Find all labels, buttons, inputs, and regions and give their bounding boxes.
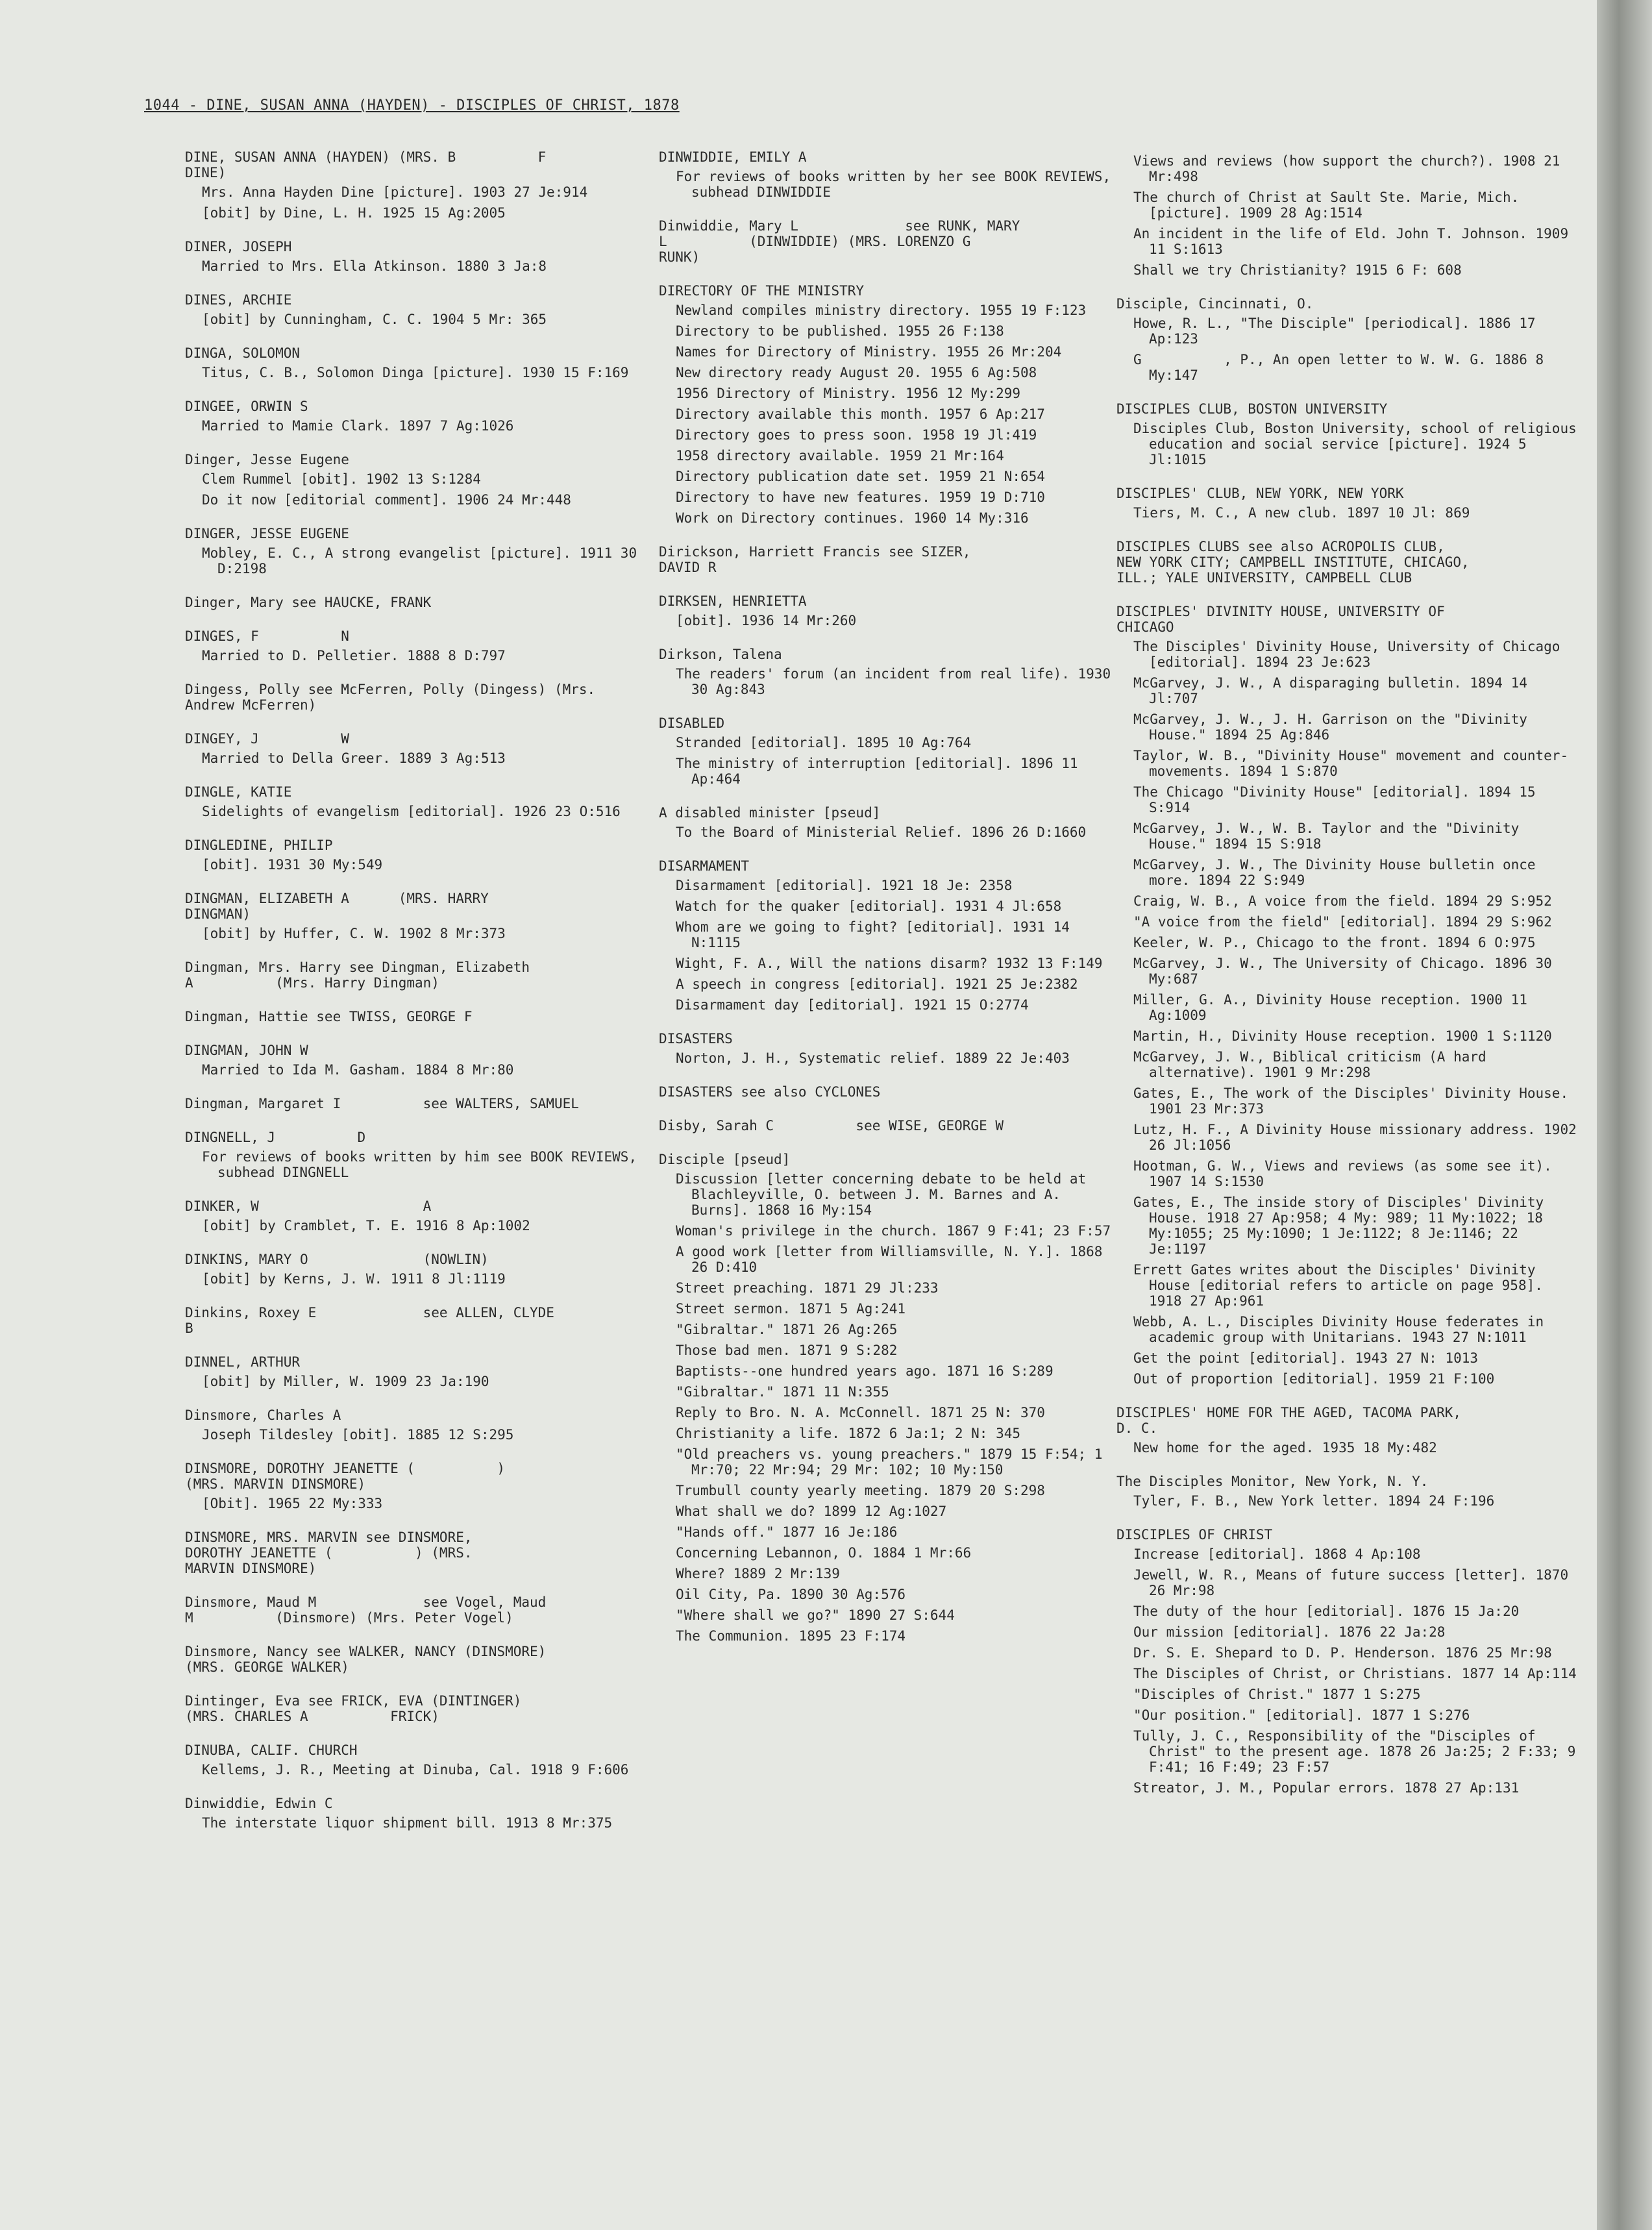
- entry-citations: [659, 169, 1119, 200]
- entry-heading: Dinkins, Roxey E see ALLEN, CLYDE B: [185, 1305, 554, 1336]
- entry-citations: [1116, 316, 1584, 383]
- citation: Get the point [editorial]. 1943 27 N: 1013: [1133, 1350, 1479, 1366]
- citation: "Hands off." 1877 16 Je:186: [676, 1524, 898, 1540]
- index-entry: [185, 239, 639, 274]
- entry-heading: DISASTERS: [659, 1031, 733, 1047]
- citation: Discussion [letter concerning debate to be held at Blachleyville, O. between J. M. Barnes and A. Burns]. 1868 16 My:154: [676, 1171, 1094, 1218]
- index-entry: [659, 858, 1113, 1013]
- citation: Craig, W. B., A voice from the field. 1894 29 S:952: [1133, 893, 1552, 909]
- citation: Mobley, E. C., A strong evangelist [picture]. 1911 30 D:2198: [202, 545, 645, 576]
- entry-heading: DISARMAMENT: [659, 858, 750, 874]
- index-entry: [659, 1031, 1113, 1066]
- index-entry: [659, 1084, 1113, 1100]
- entry-citations: [185, 804, 639, 819]
- index-entry: [185, 1644, 639, 1675]
- entry-heading: Dinwiddie, Mary L see RUNK, MARY L (DINWIDDIE) (MRS. LORENZO G RUNK): [659, 218, 1020, 265]
- citation: Our mission [editorial]. 1876 22 Ja:28: [1133, 1624, 1446, 1640]
- citation: What shall we do? 1899 12 Ag:1027: [676, 1504, 947, 1519]
- index-entry: [1116, 296, 1584, 383]
- citation: Work on Directory continues. 1960 14 My:316: [676, 510, 1029, 526]
- citation: Gates, E., The inside story of Disciples' Divinity House. 1918 27 Ap:958; 4 My: 989; 11 My:1022; 18 My:1055; 25 My:1090; 1 Je:1122; 8 Je:1146; 22 Je:1197: [1133, 1195, 1552, 1257]
- entry-heading: DINGER, JESSE EUGENE: [185, 526, 349, 541]
- citation: Newland compiles ministry directory. 1955 19 F:123: [676, 303, 1087, 318]
- citation: Dr. S. E. Shepard to D. P. Henderson. 1876 25 Mr:98: [1133, 1645, 1552, 1661]
- index-entry: [185, 784, 639, 819]
- citation: Gates, E., The work of the Disciples' Divinity House. 1901 23 Mr:373: [1133, 1085, 1577, 1117]
- citation: An incident in the life of Eld. John T. Johnson. 1909 11 S:1613: [1133, 226, 1577, 257]
- citation: [obit] by Cramblet, T. E. 1916 8 Ap:1002: [202, 1218, 530, 1233]
- citation: [obit] by Miller, W. 1909 23 Ja:190: [202, 1374, 489, 1389]
- entry-heading: Dingess, Polly see McFerren, Polly (Dingess) (Mrs. Andrew McFerren): [185, 682, 604, 713]
- citation: Reply to Bro. N. A. McConnell. 1871 25 N: 370: [676, 1405, 1045, 1420]
- index-entry: [659, 805, 1113, 840]
- citation: Directory to be published. 1955 26 F:138: [676, 323, 1004, 339]
- column-3: [1116, 149, 1584, 1814]
- index-entry: [185, 292, 639, 327]
- entry-heading: Dintinger, Eva see FRICK, EVA (DINTINGER) (MRS. CHARLES A FRICK): [185, 1693, 522, 1724]
- index-entry: [185, 960, 639, 991]
- entry-citations: [185, 750, 639, 766]
- entry-heading: Dinwiddie, Edwin C: [185, 1796, 333, 1811]
- citation: Married to Mamie Clark. 1897 7 Ag:1026: [202, 418, 514, 434]
- index-entry: [659, 283, 1113, 526]
- entry-heading: DIRKSEN, HENRIETTA: [659, 593, 807, 609]
- index-entry: [1116, 1474, 1584, 1509]
- index-entry: [185, 1796, 639, 1831]
- citation: Increase [editorial]. 1868 4 Ap:108: [1133, 1546, 1421, 1562]
- entry-heading: DISCIPLES' HOME FOR THE AGED, TACOMA PARK, D. C.: [1116, 1405, 1462, 1436]
- citation: Stranded [editorial]. 1895 10 Ag:764: [676, 735, 972, 750]
- entry-heading: Dirkson, Talena: [659, 647, 782, 662]
- entry-citations: [185, 857, 639, 873]
- citation: McGarvey, J. W., The University of Chicago. 1896 30 My:687: [1133, 956, 1560, 987]
- citation: Wight, F. A., Will the nations disarm? 1932 13 F:149: [676, 956, 1103, 971]
- entry-heading: Disciple [pseud]: [659, 1152, 791, 1167]
- column-1: [185, 149, 645, 1849]
- binding-edge: [1597, 0, 1652, 2230]
- citation: "Our position." [editorial]. 1877 1 S:276: [1133, 1707, 1470, 1723]
- entry-heading: Disciple, Cincinnati, O.: [1116, 296, 1314, 312]
- citation: [obit]. 1931 30 My:549: [202, 857, 383, 873]
- citation: [Obit]. 1965 22 My:333: [202, 1496, 383, 1511]
- citation: [obit] by Cunningham, C. C. 1904 5 Mr: 365: [202, 312, 547, 327]
- citation: Joseph Tildesley [obit]. 1885 12 S:295: [202, 1427, 514, 1443]
- entry-citations: [185, 258, 639, 274]
- entry-citations: [659, 613, 1113, 628]
- citation: The Disciples of Christ, or Christians. 1877 14 Ap:114: [1133, 1666, 1577, 1681]
- citation: Directory available this month. 1957 6 Ap:217: [676, 406, 1045, 422]
- entry-heading: A disabled minister [pseud]: [659, 805, 881, 821]
- entry-heading: DISCIPLES CLUB, BOSTON UNIVERSITY: [1116, 401, 1388, 417]
- citation: G , P., An open letter to W. W. G. 1886 8 My:147: [1133, 352, 1552, 383]
- entry-citations: [185, 926, 639, 941]
- citation: New home for the aged. 1935 18 My:482: [1133, 1440, 1437, 1456]
- index-entry: [185, 149, 639, 221]
- index-entry: [185, 1407, 639, 1443]
- citation: Mrs. Anna Hayden Dine [picture]. 1903 27 Je:914: [202, 184, 588, 200]
- citation: Jewell, W. R., Means of future success [letter]. 1870 26 Mr:98: [1133, 1567, 1577, 1598]
- entry-citations: [185, 471, 639, 508]
- citation: "Gibraltar." 1871 11 N:355: [676, 1384, 889, 1400]
- entry-heading: Disby, Sarah C see WISE, GEORGE W: [659, 1118, 1004, 1134]
- entry-heading: Dinsmore, Charles A: [185, 1407, 341, 1423]
- index-entry: [659, 715, 1113, 787]
- entry-heading: DISCIPLES' DIVINITY HOUSE, UNIVERSITY OF CHICAGO: [1116, 604, 1445, 635]
- index-entry: [185, 1305, 639, 1336]
- citation: The interstate liquor shipment bill. 1913 8 Mr:375: [202, 1815, 613, 1831]
- entry-heading: DINSMORE, MRS. MARVIN see DINSMORE, DOROTHY JEANETTE ( ) (MRS. MARVIN DINSMORE): [185, 1530, 473, 1576]
- citation: Webb, A. L., Disciples Divinity House federates in academic group with Unitarians. 1943 27 N:1011: [1133, 1314, 1552, 1345]
- entry-heading: DINGMAN, JOHN W: [185, 1043, 308, 1058]
- entry-heading: DINUBA, CALIF. CHURCH: [185, 1742, 358, 1758]
- index-entry: [185, 731, 639, 766]
- entry-heading: Dinsmore, Nancy see WALKER, NANCY (DINSMORE) (MRS. GEORGE WALKER): [185, 1644, 547, 1675]
- entry-citations: [185, 365, 639, 380]
- entry-heading: DISABLED: [659, 715, 725, 731]
- index-entry: [185, 1096, 639, 1111]
- citation: [obit] by Dine, L. H. 1925 15 Ag:2005: [202, 205, 506, 221]
- citation: Directory goes to press soon. 1958 19 Jl:419: [676, 427, 1037, 443]
- citation: The duty of the hour [editorial]. 1876 15 Ja:20: [1133, 1604, 1520, 1619]
- citation: The Disciples' Divinity House, University of Chicago [editorial]. 1894 23 Je:623: [1133, 639, 1569, 670]
- index-entry: [185, 1530, 639, 1576]
- entry-citations: [185, 545, 645, 576]
- entry-heading: DINKINS, MARY O (NOWLIN): [185, 1252, 489, 1267]
- entry-citations: [185, 1427, 639, 1443]
- citation: New directory ready August 20. 1955 6 Ag:508: [676, 365, 1037, 380]
- entry-heading: Dinger, Mary see HAUCKE, FRANK: [185, 595, 432, 610]
- entry-citations: [1116, 153, 1584, 278]
- index-entry: [185, 1252, 639, 1287]
- citation: Shall we try Christianity? 1915 6 F: 608: [1133, 262, 1462, 278]
- citation: Taylor, W. B., "Divinity House" movement and counter-movements. 1894 1 S:870: [1133, 748, 1569, 779]
- index-entry: [1116, 604, 1584, 1387]
- index-entry: [185, 1742, 639, 1778]
- entry-heading: DINGLE, KATIE: [185, 784, 292, 800]
- citation: Married to Della Greer. 1889 3 Ag:513: [202, 750, 506, 766]
- entry-heading: Dinger, Jesse Eugene: [185, 452, 349, 467]
- entry-heading: DINWIDDIE, EMILY A: [659, 149, 807, 165]
- entry-heading: DINGNELL, J D: [185, 1130, 366, 1145]
- citation: McGarvey, J. W., Biblical criticism (A hard alternative). 1901 9 Mr:298: [1133, 1049, 1495, 1080]
- index-entry: [659, 593, 1113, 628]
- index-entry: [659, 1118, 1113, 1134]
- entry-citations: [1116, 1493, 1584, 1509]
- index-entry: [185, 1594, 639, 1626]
- entry-citations: [1116, 421, 1584, 467]
- entry-citations: [185, 1374, 639, 1389]
- citation: McGarvey, J. W., A disparaging bulletin. 1894 14 Jl:707: [1133, 675, 1536, 706]
- entry-heading: DINSMORE, DOROTHY JEANETTE ( ) (MRS. MARVIN DINSMORE): [185, 1461, 506, 1492]
- citation: McGarvey, J. W., W. B. Taylor and the "Divinity House." 1894 15 S:918: [1133, 821, 1527, 852]
- entry-heading: DINGEE, ORWIN S: [185, 399, 308, 414]
- entry-citations: [185, 184, 639, 221]
- entry-heading: DINNEL, ARTHUR: [185, 1354, 301, 1370]
- citation: The Communion. 1895 23 F:174: [676, 1628, 906, 1644]
- entry-heading: DISCIPLES CLUBS see also ACROPOLIS CLUB, NEW YORK CITY; CAMPBELL INSTITUTE, CHICAGO, ILL.; YALE UNIVERSITY, CAMPBELL CLUB: [1116, 539, 1470, 586]
- citation: Disarmament [editorial]. 1921 18 Je: 2358: [676, 878, 1013, 893]
- entry-citations: [185, 1815, 639, 1831]
- citation: Norton, J. H., Systematic relief. 1889 22 Je:403: [676, 1050, 1070, 1066]
- citation: Where? 1889 2 Mr:139: [676, 1566, 840, 1581]
- citation: Lutz, H. F., A Divinity House missionary address. 1902 26 Jl:1056: [1133, 1122, 1585, 1153]
- citation: Views and reviews (how support the church?). 1908 21 Mr:498: [1133, 153, 1569, 184]
- entry-heading: DINGLEDINE, PHILIP: [185, 837, 333, 853]
- entry-citations: [185, 1496, 639, 1511]
- entry-heading: DIRECTORY OF THE MINISTRY: [659, 283, 865, 299]
- citation: Tyler, F. B., New York letter. 1894 24 F:196: [1133, 1493, 1495, 1509]
- citation: Miller, G. A., Divinity House reception. 1900 11 Ag:1009: [1133, 992, 1536, 1023]
- entry-citations: [185, 1218, 639, 1233]
- index-entry: [659, 218, 1113, 265]
- citation: [obit]. 1936 14 Mr:260: [676, 613, 857, 628]
- index-entry: [659, 149, 1119, 200]
- citation: Directory publication date set. 1959 21 N:654: [676, 469, 1045, 484]
- citation: 1956 Directory of Ministry. 1956 12 My:299: [676, 386, 1021, 401]
- citation: Oil City, Pa. 1890 30 Ag:576: [676, 1587, 906, 1602]
- citation: Those bad men. 1871 9 S:282: [676, 1343, 898, 1358]
- index-entry: [185, 1130, 645, 1180]
- citation: The church of Christ at Sault Ste. Marie, Mich. [picture]. 1909 28 Ag:1514: [1133, 190, 1527, 221]
- index-entry: [659, 544, 1113, 575]
- citation: The ministry of interruption [editorial]. 1896 11 Ap:464: [676, 756, 1087, 787]
- entry-heading: DISASTERS see also CYCLONES: [659, 1084, 881, 1100]
- entry-heading: DINKER, W A: [185, 1198, 432, 1214]
- citation: Disciples Club, Boston University, school of religious education and social service [picture]. 1924 5 Jl:1015: [1133, 421, 1585, 467]
- citation: Keeler, W. P., Chicago to the front. 1894 6 O:975: [1133, 935, 1536, 950]
- citation: "Gibraltar." 1871 26 Ag:265: [676, 1322, 898, 1337]
- index-entry: [185, 1009, 639, 1024]
- index-entry: [185, 891, 639, 941]
- citation: "Disciples of Christ." 1877 1 S:275: [1133, 1687, 1421, 1702]
- citation: Clem Rummel [obit]. 1902 13 S:1284: [202, 471, 481, 487]
- entry-citations: [185, 418, 639, 434]
- index-entry: [1116, 486, 1584, 521]
- citation: The Chicago "Divinity House" [editorial]. 1894 15 S:914: [1133, 784, 1544, 815]
- citation: Baptists--one hundred years ago. 1871 16 S:289: [676, 1363, 1054, 1379]
- citation: Tully, J. C., Responsibility of the "Disciples of Christ" to the present age. 1878 26 Ja:25; 2 F:33; 9 F:41; 16 F:49; 23 F:57: [1133, 1728, 1584, 1775]
- index-entry: [185, 399, 639, 434]
- index-entry: [185, 682, 639, 713]
- entry-citations: [659, 824, 1113, 840]
- citation: [obit] by Kerns, J. W. 1911 8 Jl:1119: [202, 1271, 506, 1287]
- entry-heading: DINES, ARCHIE: [185, 292, 292, 308]
- index-entry: [1116, 539, 1584, 586]
- entry-citations: [659, 1050, 1113, 1066]
- entry-citations: [659, 735, 1113, 787]
- entry-heading: DISCIPLES' CLUB, NEW YORK, NEW YORK: [1116, 486, 1404, 501]
- index-entry: [185, 628, 639, 663]
- citation: Errett Gates writes about the Disciples' Divinity House [editorial refers to article on page 958]. 1918 27 Ap:961: [1133, 1262, 1551, 1309]
- citation: "Where shall we go?" 1890 27 S:644: [676, 1607, 955, 1623]
- citation: For reviews of books written by her see BOOK REVIEWS, subhead DINWIDDIE: [676, 169, 1119, 200]
- citation: McGarvey, J. W., The Divinity House bulletin once more. 1894 22 S:949: [1133, 857, 1544, 888]
- entry-heading: DINER, JOSEPH: [185, 239, 292, 254]
- entry-citations: [185, 648, 639, 663]
- index-entry: [1116, 401, 1584, 467]
- entry-heading: DINE, SUSAN ANNA (HAYDEN) (MRS. B F DINE): [185, 149, 547, 180]
- index-entry: [185, 1043, 639, 1078]
- entry-heading: DINGMAN, ELIZABETH A (MRS. HARRY DINGMAN): [185, 891, 489, 922]
- entry-heading: Dingman, Hattie see TWISS, GEORGE F: [185, 1009, 473, 1024]
- citation: Directory to have new features. 1959 19 D:710: [676, 489, 1045, 505]
- citation: Concerning Lebannon, O. 1884 1 Mr:66: [676, 1545, 972, 1561]
- entry-heading: DISCIPLES OF CHRIST: [1116, 1527, 1273, 1542]
- citation: Kellems, J. R., Meeting at Dinuba, Cal. 1918 9 F:606: [202, 1762, 629, 1778]
- entry-citations: [659, 1171, 1113, 1644]
- page-header: 1044 - DINE, SUSAN ANNA (HAYDEN) - DISCIPLES OF CHRIST, 1878: [144, 97, 680, 114]
- citation: Trumbull county yearly meeting. 1879 20 S:298: [676, 1483, 1045, 1498]
- index-entry: [659, 1152, 1113, 1644]
- index-entry: [1116, 153, 1584, 278]
- citation: Titus, C. B., Solomon Dinga [picture]. 1930 15 F:169: [202, 365, 629, 380]
- citation: Street preaching. 1871 29 Jl:233: [676, 1280, 939, 1296]
- citation: Married to Ida M. Gasham. 1884 8 Mr:80: [202, 1062, 514, 1078]
- citation: Howe, R. L., "The Disciple" [periodical]. 1886 17 Ap:123: [1133, 316, 1544, 347]
- entry-citations: [1116, 1440, 1584, 1456]
- index-entry: [659, 647, 1119, 697]
- citation: Do it now [editorial comment]. 1906 24 Mr:448: [202, 492, 571, 508]
- entry-heading: DINGEY, J W: [185, 731, 349, 747]
- index-entry: [1116, 1527, 1584, 1796]
- citation: Streator, J. M., Popular errors. 1878 27 Ap:131: [1133, 1780, 1520, 1796]
- citation: [obit] by Huffer, C. W. 1902 8 Mr:373: [202, 926, 506, 941]
- entry-citations: [659, 878, 1113, 1013]
- entry-heading: Dirickson, Harriett Francis see SIZER, DAVID R: [659, 544, 971, 575]
- citation: Disarmament day [editorial]. 1921 15 O:2774: [676, 997, 1029, 1013]
- index-entry: [1116, 1405, 1584, 1456]
- citation: 1958 directory available. 1959 21 Mr:164: [676, 448, 1004, 464]
- entry-citations: [659, 666, 1119, 697]
- citation: Christianity a life. 1872 6 Ja:1; 2 N: 345: [676, 1426, 1021, 1441]
- citation: Married to Mrs. Ella Atkinson. 1880 3 Ja:8: [202, 258, 547, 274]
- entry-heading: Dingman, Mrs. Harry see Dingman, Elizabeth A (Mrs. Harry Dingman): [185, 960, 530, 991]
- citation: Watch for the quaker [editorial]. 1931 4 Jl:658: [676, 898, 1062, 914]
- entry-citations: [185, 1062, 639, 1078]
- citation: Martin, H., Divinity House reception. 1900 1 S:1120: [1133, 1028, 1552, 1044]
- entry-citations: [185, 312, 639, 327]
- citation: The readers' forum (an incident from real life). 1930 30 Ag:843: [676, 666, 1119, 697]
- citation: Tiers, M. C., A new club. 1897 10 Jl: 869: [1133, 505, 1470, 521]
- column-2: [659, 149, 1119, 1662]
- index-entry: [185, 1198, 639, 1233]
- index-entry: [185, 595, 639, 610]
- index-entry: [185, 1354, 639, 1389]
- index-entry: [185, 345, 639, 380]
- entry-heading: DINGA, SOLOMON: [185, 345, 301, 361]
- entry-citations: [185, 1149, 645, 1180]
- citation: Out of proportion [editorial]. 1959 21 F:100: [1133, 1371, 1495, 1387]
- index-entry: [185, 1461, 639, 1511]
- entry-heading: Dingman, Margaret I see WALTERS, SAMUEL: [185, 1096, 579, 1111]
- citation: A good work [letter from Williamsville, N. Y.]. 1868 26 D:410: [676, 1244, 1111, 1275]
- entry-heading: DINGES, F N: [185, 628, 349, 644]
- citation: Whom are we going to fight? [editorial]. 1931 14 N:1115: [676, 919, 1078, 950]
- entry-citations: [185, 1271, 639, 1287]
- entry-heading: The Disciples Monitor, New York, N. Y.: [1116, 1474, 1429, 1489]
- index-entry: [185, 1693, 639, 1724]
- index-entry: [185, 837, 639, 873]
- entry-heading: Dinsmore, Maud M see Vogel, Maud M (Dinsmore) (Mrs. Peter Vogel): [185, 1594, 547, 1626]
- citation: Woman's privilege in the church. 1867 9 F:41; 23 F:57: [676, 1223, 1111, 1239]
- citation: For reviews of books written by him see BOOK REVIEWS, subhead DINGNELL: [202, 1149, 645, 1180]
- entry-citations: [1116, 505, 1584, 521]
- entry-citations: [1116, 639, 1584, 1387]
- citation: "Old preachers vs. young preachers." 1879 15 F:54; 1 Mr:70; 22 Mr:94; 29 Mr: 102; 10 My:150: [676, 1446, 1111, 1478]
- citation: "A voice from the field" [editorial]. 1894 29 S:962: [1133, 914, 1552, 930]
- entry-citations: [659, 303, 1113, 526]
- citation: Names for Directory of Ministry. 1955 26 Mr:204: [676, 344, 1062, 360]
- index-entry: [185, 452, 639, 508]
- citation: Hootman, G. W., Views and reviews (as some see it). 1907 14 S:1530: [1133, 1158, 1560, 1189]
- citation: Sidelights of evangelism [editorial]. 1926 23 O:516: [202, 804, 621, 819]
- citation: A speech in congress [editorial]. 1921 25 Je:2382: [676, 976, 1078, 992]
- entry-citations: [1116, 1546, 1584, 1796]
- citation: Married to D. Pelletier. 1888 8 D:797: [202, 648, 506, 663]
- citation: To the Board of Ministerial Relief. 1896 26 D:1660: [676, 824, 1087, 840]
- citation: Street sermon. 1871 5 Ag:241: [676, 1301, 906, 1317]
- entry-citations: [185, 1762, 639, 1778]
- citation: McGarvey, J. W., J. H. Garrison on the "Divinity House." 1894 25 Ag:846: [1133, 712, 1536, 743]
- index-entry: [185, 526, 645, 576]
